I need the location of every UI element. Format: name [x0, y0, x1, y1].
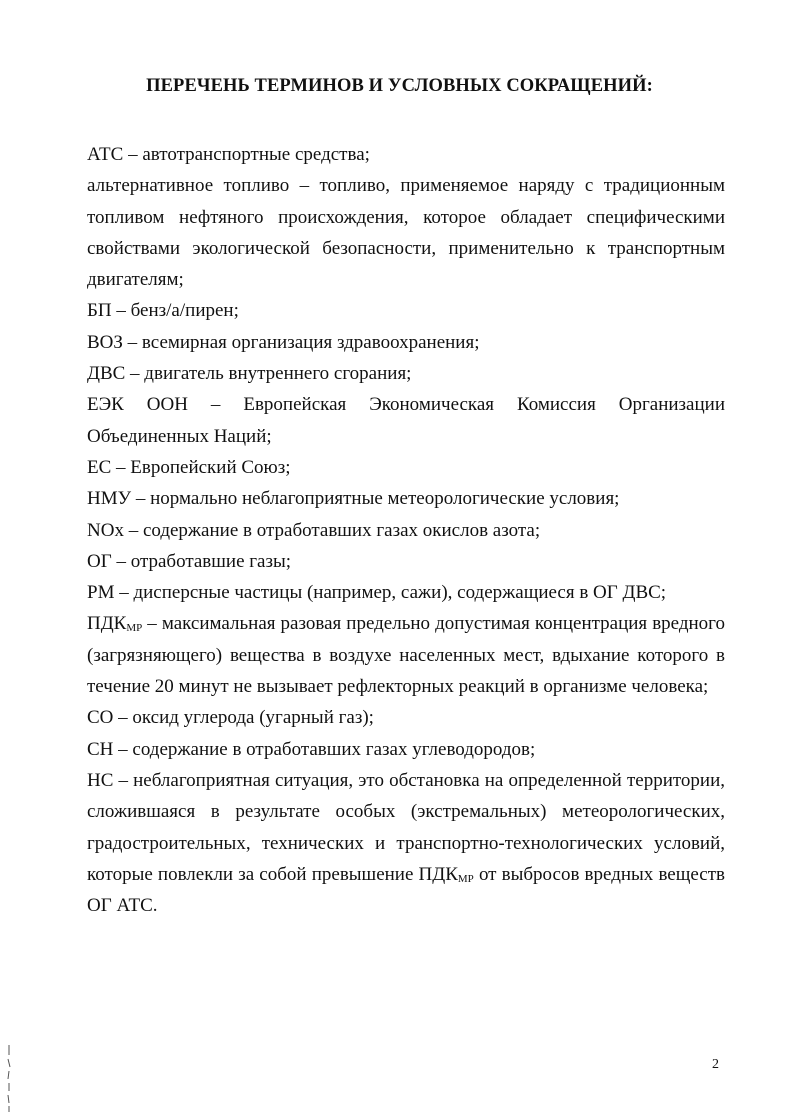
term-entry-ns [87, 765, 725, 921]
term-entry-eek-oon: ЕЭК ООН – Европейская Экономическая Комиссия Организации Объединенных Наций; [87, 394, 725, 447]
term-entry-pm: РМ – дисперсные частицы (например, сажи), содержащиеся в ОГ ДВС; [87, 582, 667, 604]
term-entry-co: СО – оксид углерода (угарный газ); [87, 707, 374, 729]
term-pdk-subscript: МР [457, 872, 474, 885]
page-title: ПЕРЕЧЕНЬ ТЕРМИНОВ И УСЛОВНЫХ СОКРАЩЕНИЙ: [146, 76, 653, 96]
term-entry-voz: ВОЗ – всемирная организация здравоохранения; [87, 331, 480, 353]
terms-list [87, 139, 725, 921]
term-entry-ats: АТС – автотранспортные средства; [87, 144, 370, 165]
term-ns-definition: НС – неблагоприятная ситуация, это обстановка на определенной территории, сложившаяся в результате особых (экстремальных) метеорологических, градостроительных, технических и транспортно-технологических условий, которые повлекли за собой превышение [87, 769, 725, 885]
term-entry-dvs: ДВС – двигатель внутреннего сгорания; [87, 363, 412, 385]
term-entry-og: ОГ – отработавшие газы; [87, 550, 292, 572]
term-entry-ch: СН – содержание в отработавших газах углеводородов; [87, 738, 536, 760]
term-entry-pdk-mr [87, 608, 725, 702]
term-ns-definition-end: от выбросов вредных веществ ОГ АТС. [87, 863, 725, 917]
term-entry-bp: БП – бенз/а/пирен; [87, 300, 239, 322]
term-entry-alternative-fuel: альтернативное топливо – топливо, применяемое наряду с традиционным топливом нефтяного происхождения, которое обладает специфическими свойствами экологической безопасности, применительно к транспортным двигателям; [87, 175, 725, 291]
term-pdk-definition: – максимальная разовая предельно допустимая концентрация вредного (загрязняющего) вещества в воздухе населенных мест, вдыхание которого в течение 20 минут не вызывает рефлекторных реакций в организме человека; [87, 613, 725, 698]
term-pdk-subscript: МР [126, 622, 143, 635]
term-entry-es: ЕС – Европейский Союз; [87, 456, 291, 478]
binding-mark [6, 1045, 12, 1113]
term-pdk: ПДК [87, 613, 127, 635]
page-number: 2 [712, 1057, 719, 1072]
term-entry-nmu: НМУ – нормально неблагоприятные метеорологические условия; [87, 488, 620, 510]
term-pdk: ПДК [418, 863, 458, 885]
term-entry-nox: NOx – содержание в отработавших газах окислов азота; [87, 519, 541, 541]
